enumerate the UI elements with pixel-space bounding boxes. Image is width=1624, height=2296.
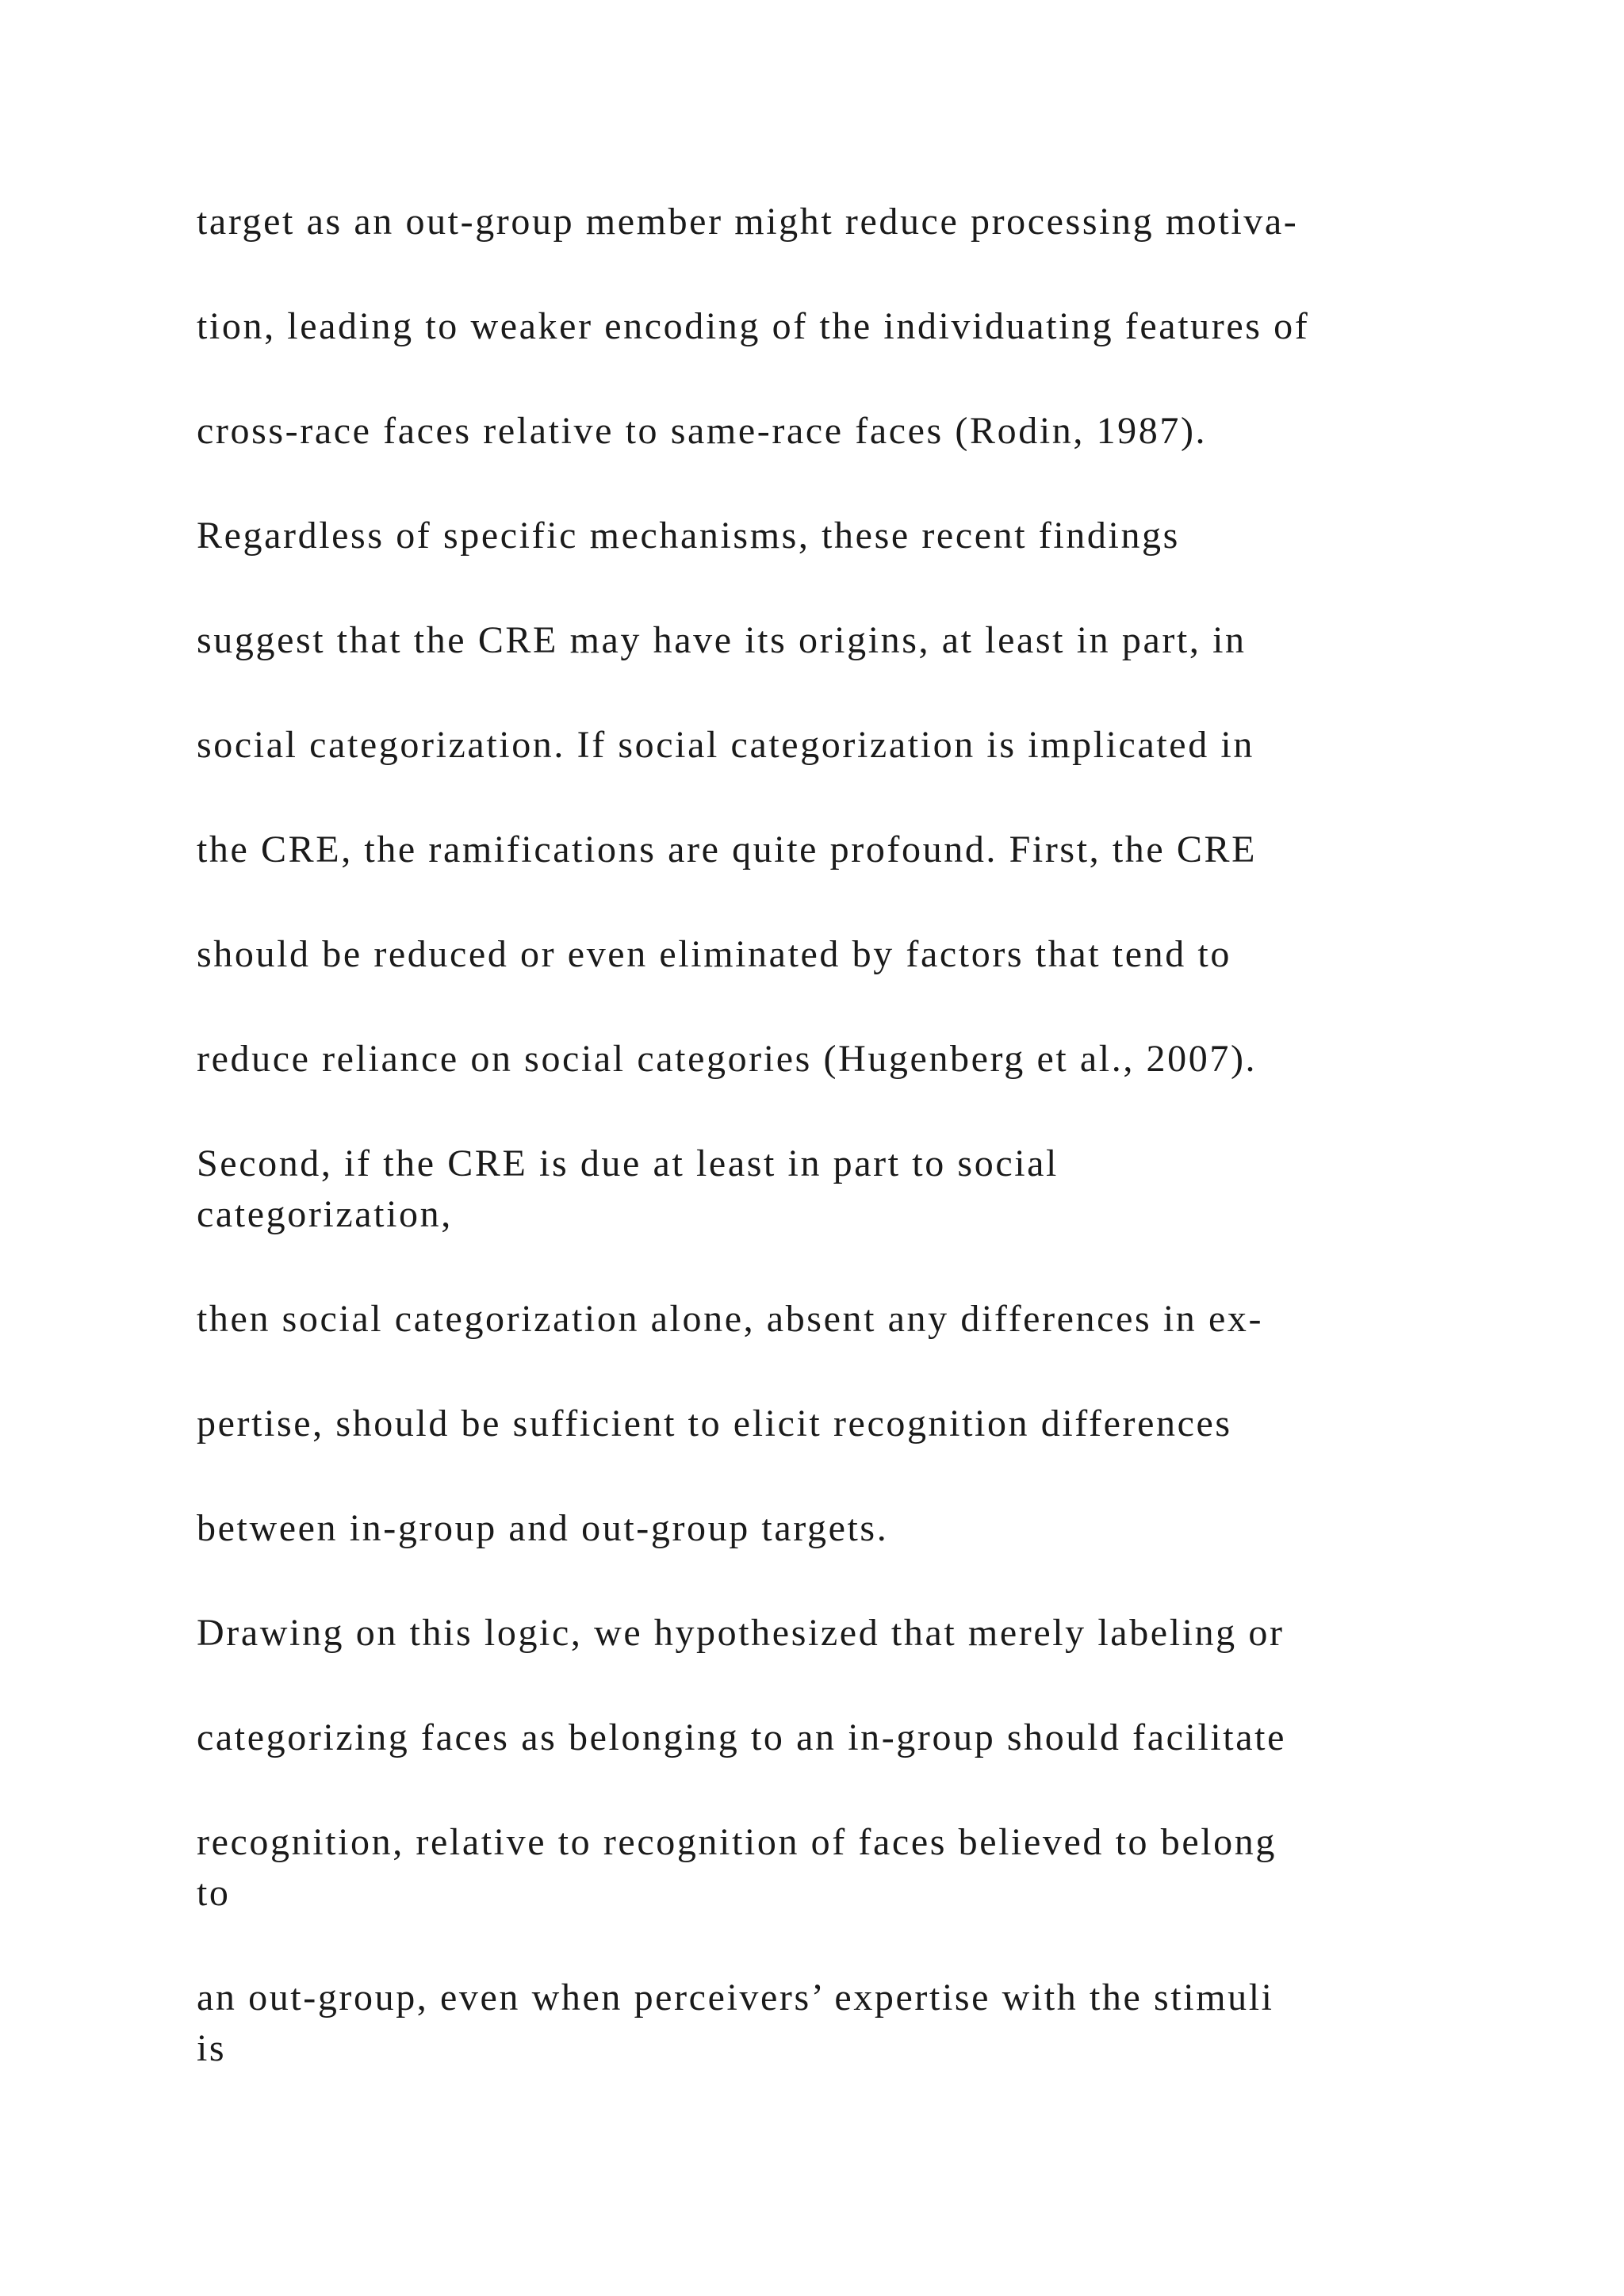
- text-line: should be reduced or even eliminated by factors that tend to: [197, 933, 1231, 975]
- text-line: then social categorization alone, absent any differences in ex-: [197, 1298, 1264, 1340]
- text-line: categorization,: [197, 1193, 453, 1235]
- text-line: reduce reliance on social categories (Hugenberg et al., 2007).: [197, 1038, 1258, 1080]
- text-line: Regardless of specific mechanisms, these recent findings: [197, 515, 1180, 557]
- text-line: is: [197, 2027, 227, 2069]
- text-line: to: [197, 1872, 231, 1914]
- text-line: social categorization. If social categorization is implicated in: [197, 724, 1254, 766]
- text-line: Second, if the CRE is due at least in part to social: [197, 1142, 1059, 1184]
- text-line: Drawing on this logic, we hypothesized that merely labeling or: [197, 1612, 1285, 1654]
- text-line: suggest that the CRE may have its origins, at least in part, in: [197, 619, 1247, 661]
- text-line: cross-race faces relative to same-race faces (Rodin, 1987).: [197, 410, 1208, 452]
- text-line: the CRE, the ramifications are quite profound. First, the CRE: [197, 828, 1258, 871]
- text-line: tion, leading to weaker encoding of the individuating features of: [197, 305, 1310, 347]
- text-line: target as an out-group member might reduce processing motiva-: [197, 201, 1299, 243]
- text-line: categorizing faces as belonging to an in-group should facilitate: [197, 1716, 1286, 1758]
- text-line: recognition, relative to recognition of faces believed to belong: [197, 1821, 1277, 1863]
- text-line: an out-group, even when perceivers’ expertise with the stimuli: [197, 1976, 1274, 2019]
- text-line: pertise, should be sufficient to elicit recognition differences: [197, 1402, 1232, 1445]
- text-line: between in-group and out-group targets.: [197, 1507, 889, 1549]
